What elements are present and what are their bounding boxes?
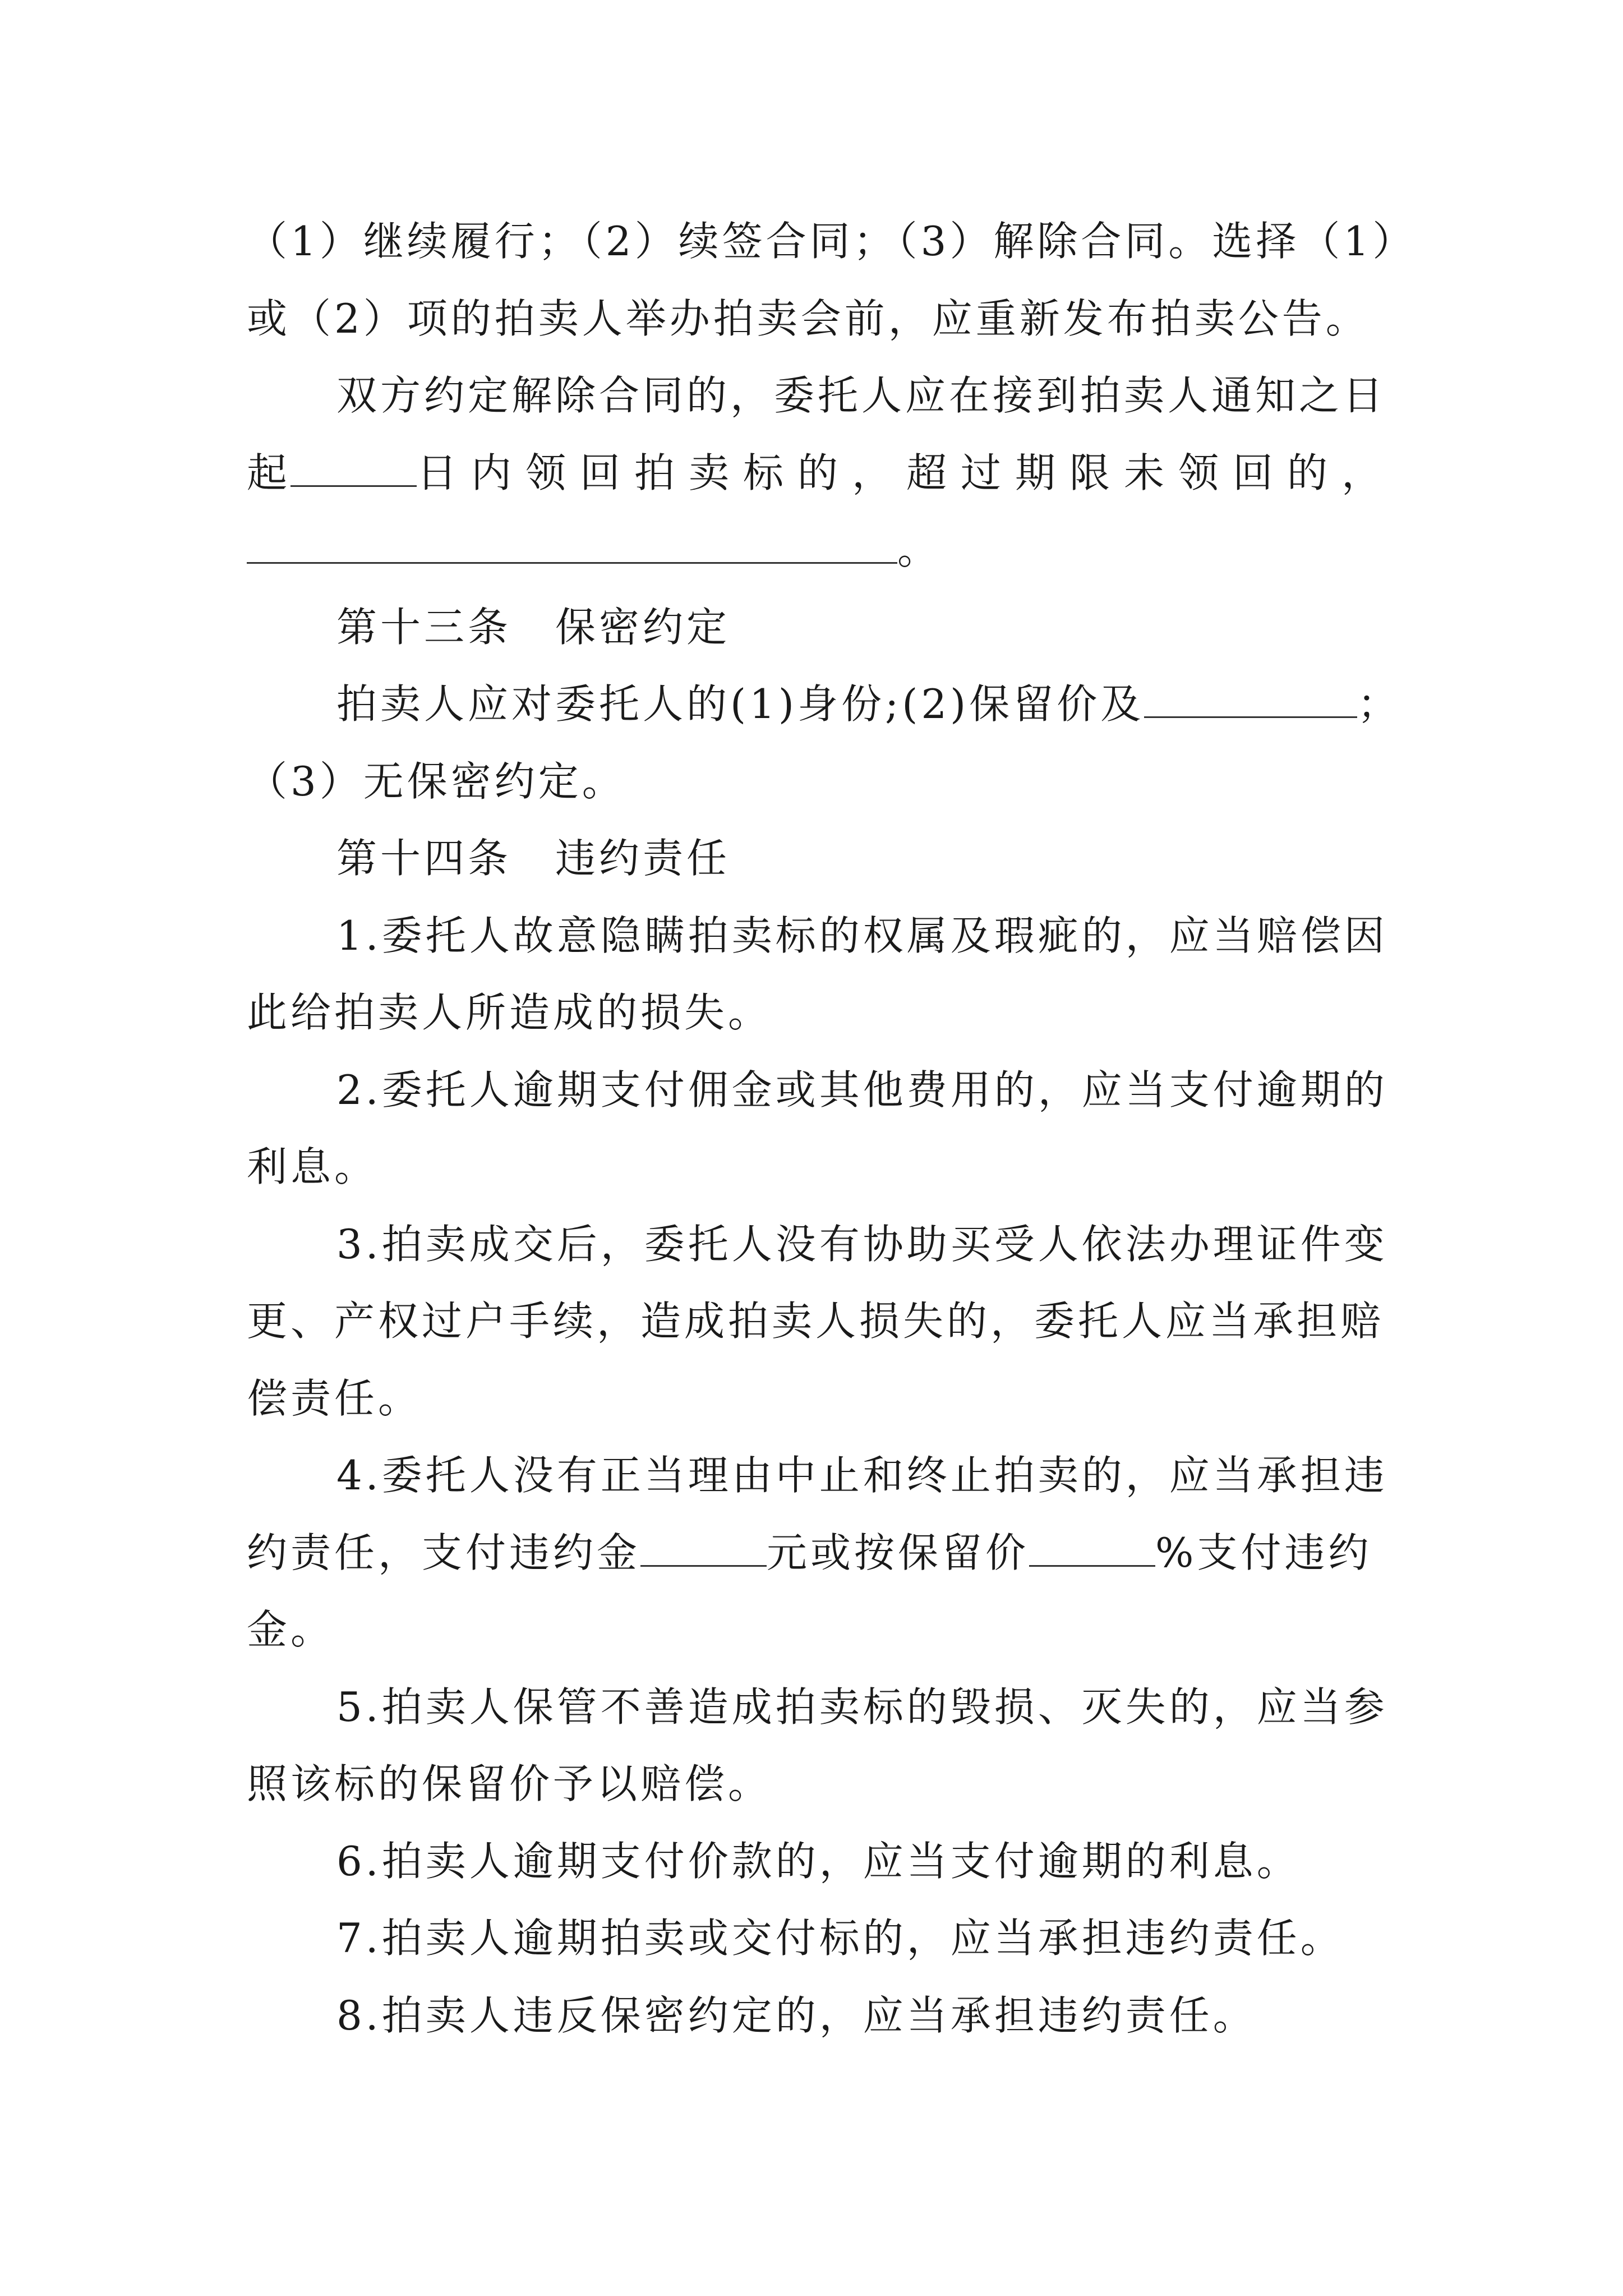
text-segment: 起 bbox=[247, 449, 291, 496]
text-segment: %支付违约 bbox=[1155, 1529, 1372, 1576]
text-line: 此给拍卖人所造成的损失。 bbox=[247, 989, 772, 1036]
fill-in-blank bbox=[640, 1526, 767, 1567]
fill-in-blank bbox=[1144, 677, 1357, 718]
text-line: 4.委托人没有正当理由中止和终止拍卖的，应当承担违 bbox=[336, 1452, 1388, 1499]
text-line: （1）继续履行；（2）续签合同；（3）解除合同。选择（1） bbox=[247, 218, 1417, 265]
fill-in-blank bbox=[247, 523, 897, 564]
text-line: 8.拍卖人违反保密约定的，应当承担违约责任。 bbox=[336, 1992, 1257, 2039]
text-line: 7.拍卖人逾期拍卖或交付标的，应当承担违约责任。 bbox=[336, 1915, 1344, 1962]
text-line: 6.拍卖人逾期支付价款的，应当支付逾期的利息。 bbox=[336, 1838, 1301, 1885]
text-line: 5.拍卖人保管不善造成拍卖标的毁损、灭失的，应当参 bbox=[336, 1683, 1388, 1731]
text-line: 利息。 bbox=[247, 1143, 379, 1190]
fill-in-blank bbox=[1029, 1526, 1155, 1567]
text-line: 3.拍卖成交后，委托人没有协助买受人依法办理证件变 bbox=[336, 1221, 1388, 1268]
section-heading: 第十四条 违约责任 bbox=[336, 835, 731, 882]
fill-in-blank bbox=[291, 446, 417, 487]
text-line: 更、产权过户手续，造成拍卖人损失的，委托人应当承担赔 bbox=[247, 1297, 1385, 1345]
text-segment: 日内领回拍卖标的，超过期限未领回的， bbox=[417, 449, 1396, 496]
text-line: （3）无保密约定。 bbox=[247, 758, 626, 805]
text-segment: 元或按保留价 bbox=[767, 1529, 1030, 1576]
text-line: 金。 bbox=[247, 1606, 335, 1653]
text-line: 照该标的保留价予以赔偿。 bbox=[247, 1760, 772, 1807]
text-line: 2.委托人逾期支付佣金或其他费用的，应当支付逾期的 bbox=[336, 1066, 1388, 1114]
text-line-with-blank bbox=[247, 1522, 1391, 1584]
section-heading: 第十三条 保密约定 bbox=[336, 604, 731, 651]
text-segment: 。 bbox=[897, 526, 942, 573]
text-segment: 拍卖人应对委托人的(1)身份;(2)保留价及 bbox=[336, 680, 1145, 728]
text-segment: 约责任，支付违约金 bbox=[247, 1529, 641, 1576]
text-line: 或（2）项的拍卖人举办拍卖会前，应重新发布拍卖公告。 bbox=[247, 295, 1370, 342]
text-line: 双方约定解除合同的，委托人应在接到拍卖人通知之日 bbox=[336, 372, 1387, 419]
text-line: 偿责任。 bbox=[247, 1375, 422, 1422]
text-line-with-blank bbox=[247, 519, 1391, 581]
text-line: 1.委托人故意隐瞒拍卖标的权属及瑕疵的，应当赔偿因 bbox=[336, 912, 1388, 959]
text-line-with-blank bbox=[336, 673, 1401, 735]
text-line-with-blank bbox=[247, 442, 1396, 504]
text-segment: ； bbox=[1357, 680, 1401, 728]
